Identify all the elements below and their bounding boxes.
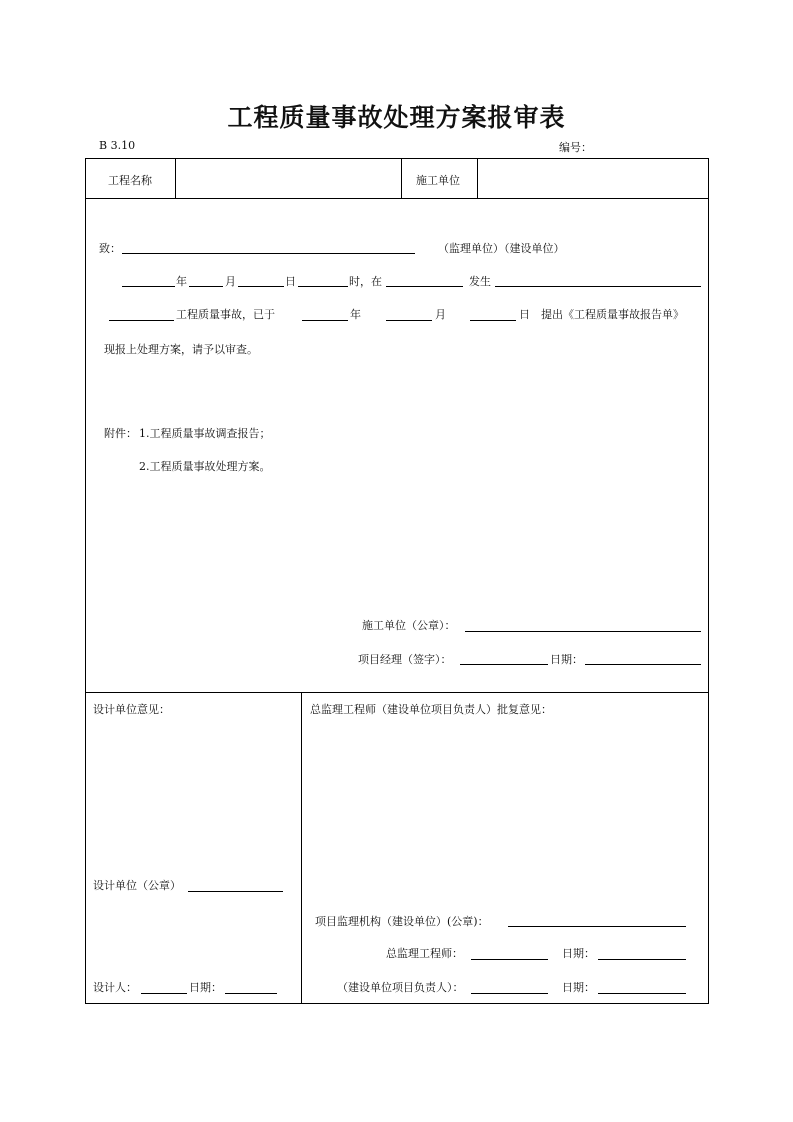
month-field[interactable] [189,286,223,287]
contractor-seal-field[interactable] [465,631,701,632]
date-field[interactable] [585,664,701,665]
date-label: 日期： [550,653,583,666]
chief-engineer-label: 总监理工程师： [386,947,463,960]
report-year-field[interactable] [302,320,348,321]
design-date-label: 日期： [189,981,222,994]
report-year-label: 年 [350,308,361,321]
project-name-field[interactable] [177,162,399,196]
owner-date-field[interactable] [598,993,686,994]
designer-field[interactable] [141,993,187,994]
hour-field[interactable] [298,286,348,287]
supervision-org-field[interactable] [508,926,686,927]
recipient-field[interactable] [122,253,415,254]
occurrence-field[interactable] [495,286,701,287]
submit-report-label: 提出《工程质量事故报告单》 [541,308,684,321]
report-month-field[interactable] [386,320,432,321]
year-field[interactable] [122,286,175,287]
to-label: 致： [99,242,121,255]
day-field[interactable] [238,286,284,287]
chief-date-label: 日期： [562,947,595,960]
supervision-org-label: 项目监理机构（建设单位）(公章)： [315,915,489,928]
attachment-item-2: 2.工程质量事故处理方案。 [139,460,271,473]
divider [175,159,176,199]
design-date-field[interactable] [225,993,277,994]
year-label: 年 [176,275,187,288]
form-code: B 3.10 [99,139,136,152]
project-manager-signature-field[interactable] [460,664,548,665]
designer-label: 设计人： [93,981,137,994]
serial-number-label: 编号： [559,141,592,154]
chief-date-field[interactable] [598,959,686,960]
contractor-seal-label: 施工单位（公章）： [362,619,456,632]
report-day-label: 日 [519,308,530,321]
submission-text: 现报上处理方案，请予以审查。 [104,343,258,356]
design-opinion-label: 设计单位意见： [93,703,170,716]
supervisor-opinion-label: 总监理工程师（建设单位项目负责人）批复意见： [310,703,552,716]
owner-rep-label: （建设单位项目负责人）： [337,981,464,994]
project-name-label: 工程名称 [108,174,152,187]
attachment-item-1: 1.工程质量事故调查报告； [139,427,271,440]
page-title: 工程质量事故处理方案报审表 [227,103,566,132]
project-manager-label: 项目经理（签字）： [358,653,452,666]
owner-date-label: 日期： [562,981,595,994]
accident-field[interactable] [109,320,174,321]
day-label: 日 [285,275,296,288]
divider [401,159,402,199]
design-seal-label: 设计单位（公章） [93,879,181,892]
occur-label: 发生 [469,275,491,288]
chief-engineer-field[interactable] [471,959,548,960]
location-field[interactable] [386,286,463,287]
divider [86,692,708,693]
divider [301,692,302,1004]
month-label: 月 [225,275,236,288]
owner-rep-field[interactable] [471,993,548,994]
divider [86,198,708,199]
recipient-note: （监理单位）（建设单位） [438,242,565,255]
accident-label: 工程质量事故，已于 [176,308,275,321]
contractor-label: 施工单位 [416,174,460,187]
report-month-label: 月 [435,308,446,321]
time-at-label: 时，在 [349,275,382,288]
design-seal-field[interactable] [188,891,283,892]
divider [477,159,478,199]
report-day-field[interactable] [470,320,516,321]
contractor-field[interactable] [480,162,706,196]
attachments-label: 附件： [104,427,137,440]
